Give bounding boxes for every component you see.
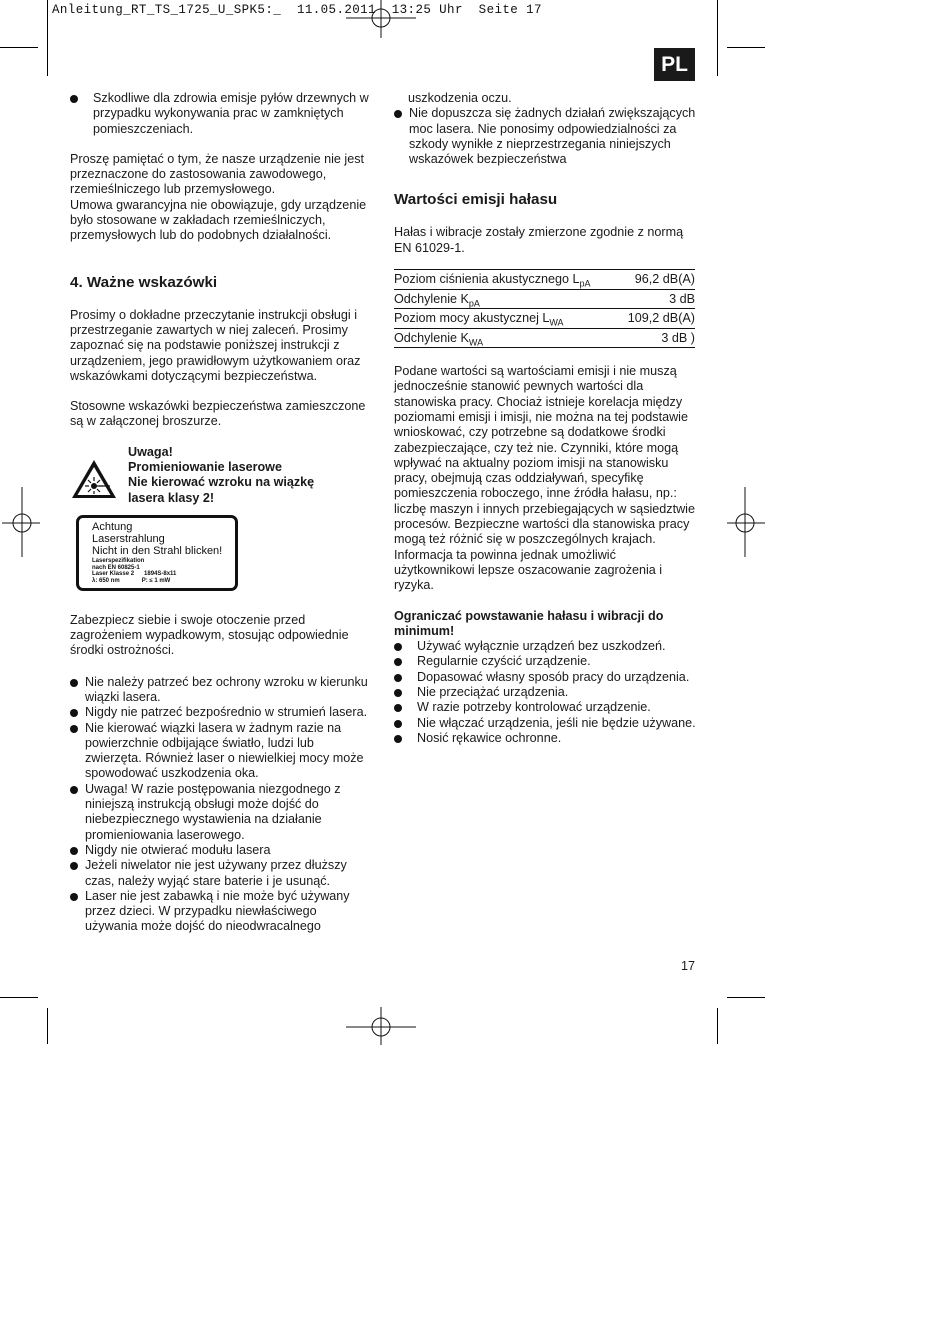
list-item: Nie włączać urządzenia, jeśli nie będzie używane.	[394, 716, 696, 731]
registration-mark-right	[725, 485, 765, 560]
list-item: Laser nie jest zabawką i nie może być używany przez dzieci. W przypadku niewłaściwego używania może dojść do nieodwracalnego	[70, 889, 370, 935]
paragraph: uszkodzenia oczu.	[408, 91, 512, 105]
table-row: Odchylenie $K_{pA}$ 3 dB	[394, 291, 695, 309]
section-heading: Wartości emisji hałasu	[394, 191, 558, 209]
table-row: Poziom ciśnienia akustycznego $L_{pA}$ 96,2 dB(A)	[394, 272, 695, 289]
bullet-icon	[394, 674, 402, 682]
bullet-icon	[70, 709, 78, 717]
paragraph: Zabezpiecz siebie i swoje otoczenie przed zagrożeniem wypadkowym, stosując odpowiednie środki ostrożności.	[70, 612, 349, 658]
list-item: Nigdy nie patrzeć bezpośrednio w strumień lasera.	[70, 705, 370, 720]
bullet-icon	[70, 679, 78, 687]
list-item: Szkodliwe dla zdrowia emisje pyłów drzewnych w przypadku wykonywania prac w zamkniętych pomieszczeniach.	[70, 91, 370, 137]
noise-reduction-list	[394, 639, 696, 746]
laser-safety-list	[70, 675, 370, 935]
laser-hazard-icon	[70, 458, 118, 500]
language-badge: PL	[654, 48, 695, 81]
bullet-icon	[394, 704, 402, 712]
table-row: Odchylenie $K_{WA}$ 3 dB )	[394, 330, 695, 348]
registration-mark-bottom	[340, 1005, 420, 1045]
list-item: Uwaga! W razie postępowania niezgodnego z niniejszą instrukcją obsługi może dojść do niebezpiecznego wystawienia na działanie promieniowania laserowego.	[70, 782, 370, 843]
bullet-icon	[70, 786, 78, 794]
bullet-icon	[394, 658, 402, 666]
paragraph: Hałas i wibracje zostały zmierzone zgodnie z normą EN 61029-1.	[394, 225, 684, 255]
bullet-icon	[70, 847, 78, 855]
paragraph: Umowa gwarancyjna nie obowiązuje, gdy urządzenie było stosowane w zakładach rzemieślniczych, przemysłowych lub do podobnych działalności.	[70, 197, 367, 243]
list-item: Regularnie czyścić urządzenie.	[394, 654, 696, 669]
print-header: Anleitung_RT_TS_1725_U_SPK5:_ 11.05.2011 13:25 Uhr Seite 17	[52, 3, 542, 17]
list-item: Jeżeli niwelator nie jest używany przez dłuższy czas, należy wyjąć stare baterie i je usunąć.	[70, 858, 370, 889]
list-item: Nie kierować wiązki lasera w żadnym razie na powierzchnie odbijające światło, ludzi lub zwierzęta. Również laser o niewielkiej mocy może spowodować uszkodzenia oka.	[70, 721, 370, 782]
subheading: Ograniczać powstawanie hałasu i wibracji do minimum!	[394, 608, 664, 638]
intro-bullet-list	[70, 91, 370, 137]
list-item: Nie przeciążać urządzenia.	[394, 685, 696, 700]
list-item: Dopasować własny sposób pracy do urządzenia.	[394, 670, 696, 685]
list-item: Nigdy nie otwierać modułu lasera	[70, 843, 370, 858]
table-row: Poziom mocy akustycznej $L_{WA}$ 109,2 dB(A)	[394, 311, 695, 328]
bullet-icon	[394, 110, 402, 118]
section-heading: 4. Ważne wskazówki	[70, 273, 218, 291]
bullet-icon	[70, 893, 78, 901]
bullet-icon	[70, 95, 78, 103]
laser-warning	[70, 445, 370, 517]
right-column	[394, 91, 696, 746]
list-item: Używać wyłącznie urządzeń bez uszkodzeń.	[394, 639, 696, 654]
bullet-icon	[394, 689, 402, 697]
bullet-icon	[70, 725, 78, 733]
registration-mark-top	[340, 0, 420, 40]
paragraph: Podane wartości są wartościami emisji i nie muszą jednocześnie stanowić pewnych wartości dla stanowiska pracy. Chociaż istnieje korelacja między poziomami emisji i imisji, nie można na tej podstawie wnioskować, czy potrzebne są dodatkowe środki zabezpieczające, czy też nie. Czynniki, które mogą wpływać na aktualny poziom imisji na stanowisku pracy, obejmują czas oddziaływań, specyfikę pomieszczenia roboczego, inne źródła hałasu, np.: liczbę maszyn i innych przebiegających w sąsiedztwie procesów. Bezpieczne wartości dla stanowiska pracy mogą też różnić się w poszczególnych krajach. Informacja ta powinna jednak umożliwić użytkownikowi lepsze oszacowanie zagrożenia i ryzyka.	[394, 364, 695, 593]
bullet-icon	[394, 720, 402, 728]
paragraph: Proszę pamiętać o tym, że nasze urządzenie nie jest przeznaczone do zastosowania zawodowego, rzemieślniczego lub przemysłowego.	[70, 151, 364, 197]
liability-bullet-list	[394, 106, 696, 167]
list-item: Nie dopuszcza się żadnych działań zwiększających moc lasera. Nie ponosimy odpowiedzialności za szkody wynikłe z nieprzestrzegania niniejszych wskazówek bezpieczeństwa	[394, 106, 696, 167]
laser-label-sticker: Achtung Laserstrahlung Nicht in den Strahl blicken! Laserspezifikation nach EN 60825-1 Laser Klasse 2 1894S-8x11 λ: 650 nm P: ≤ 1 mW	[76, 515, 238, 591]
list-item: Nie należy patrzeć bez ochrony wzroku w kierunku wiązki lasera.	[70, 675, 370, 706]
bullet-icon	[394, 735, 402, 743]
page-number: 17	[681, 959, 696, 973]
bullet-icon	[394, 643, 402, 651]
left-column	[70, 91, 370, 935]
list-item: W razie potrzeby kontrolować urządzenie.	[394, 700, 696, 715]
registration-mark-left	[0, 485, 40, 560]
list-item: Nosić rękawice ochronne.	[394, 731, 696, 746]
bullet-icon	[70, 862, 78, 870]
warning-text: Uwaga! Promieniowanie laserowe Nie kierować wzroku na wiązkę lasera klasy 2!	[128, 444, 315, 505]
paragraph: Stosowne wskazówki bezpieczeństwa zamieszczone są w załączonej broszurze.	[70, 399, 366, 429]
paragraph: Prosimy o dokładne przeczytanie instrukcji obsługi i przestrzeganie zawartych w niej zaleceń. Prosimy zapoznać się na podstawie poniższej instrukcji z urządzeniem, jego prawidłowym użytkowaniem oraz wskazówkami dotyczącymi bezpieczeństwa.	[70, 307, 361, 383]
emission-table	[394, 269, 695, 348]
